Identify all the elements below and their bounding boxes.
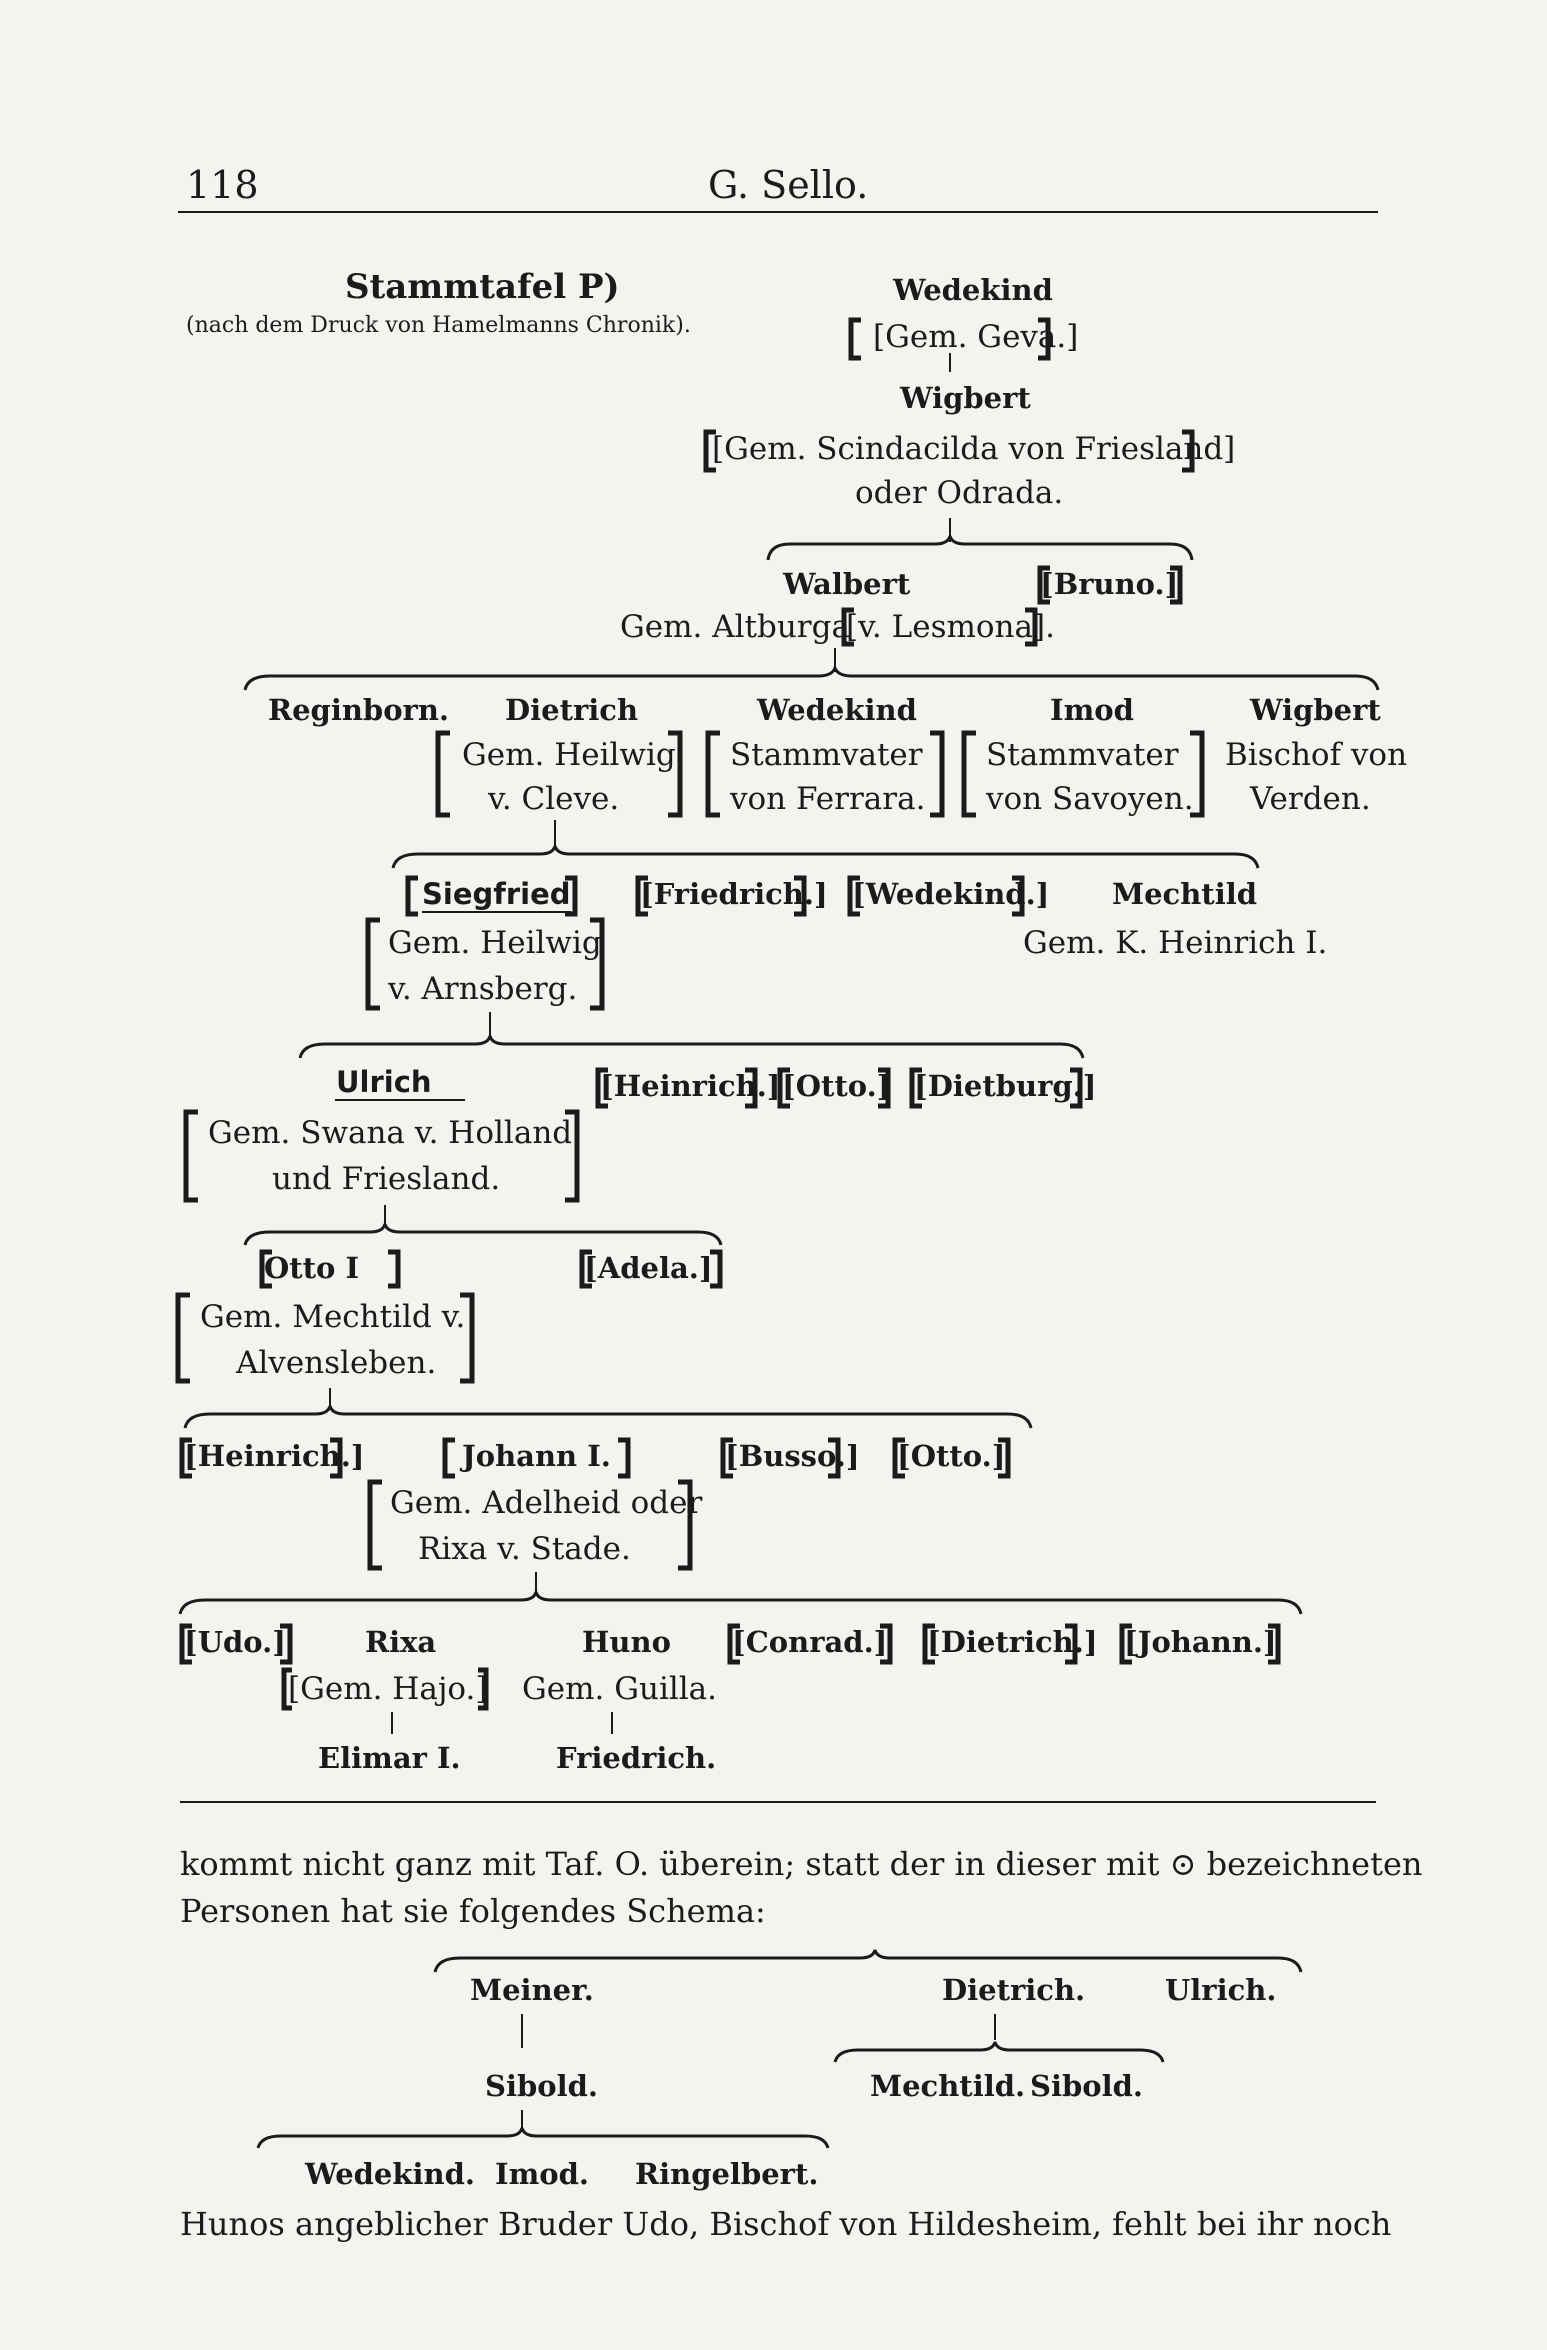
running-head-author: G. Sello. [708,163,869,207]
wigbert-note-l2: Verden. [1250,781,1371,817]
wife-odrada: oder Odrada. [855,475,1064,511]
person-elimar: Elimar I. [318,1741,461,1775]
schema-ulrich: Ulrich. [1165,1973,1277,2007]
wife-scindacilda: [Gem. Scindacilda von Friesland] [712,431,1236,467]
person-walbert: Walbert [783,567,911,601]
person-rixa: Rixa [365,1625,437,1659]
person-huno: Huno [582,1625,671,1659]
body-text-line-1: kommt nicht ganz mit Taf. O. überein; statt der in dieser mit ⊙ bezeichneten [180,1845,1423,1883]
wife-lesmona: [v. Lesmona]. [846,609,1055,645]
person-dietrich-2: [Dietrich.] [927,1625,1098,1659]
person-friedrich-2: Friedrich. [556,1741,717,1775]
rixa-husband: [Gem. Hajo.] [288,1671,488,1707]
person-conrad: [Conrad.] [732,1625,888,1659]
person-siegfried: Siegfried [422,877,571,911]
person-dietburg: [Dietburg.] [914,1069,1097,1103]
ulrich-wife-l1: Gem. Swana v. Holland [208,1115,573,1151]
person-otto-2: [Otto.] [897,1439,1006,1473]
person-udo: [Udo.] [184,1625,286,1659]
person-imod: Imod [1050,693,1134,727]
person-wigbert-2: Wigbert [1250,693,1381,727]
page-number: 118 [186,163,259,207]
table-title: Stammtafel P) [345,267,620,307]
schema-dietrich: Dietrich. [942,1973,1086,2007]
imod-note-l2: von Savoyen. [986,781,1194,817]
table-source: (nach dem Druck von Hamelmanns Chronik). [186,313,691,338]
person-dietrich-1: Dietrich [505,693,639,727]
wife-geva: [Gem. Geva.] [873,319,1079,355]
schema-wedekind: Wedekind. [305,2157,475,2191]
johann-wife-l2: Rixa v. Stade. [418,1531,631,1567]
body-text-last-line: Hunos angeblicher Bruder Udo, Bischof von Hildesheim, fehlt bei ihr noch [180,2205,1392,2243]
wedekind-note-l2: von Ferrara. [730,781,926,817]
person-otto-i: Otto I [264,1251,360,1285]
person-heinrich-2: [Heinrich.] [184,1439,365,1473]
wedekind-note-l1: Stammvater [730,737,923,773]
wife-altburga: Gem. Altburga [620,609,850,645]
person-bruno: [Bruno.] [1040,567,1179,601]
person-mechtild-1: Mechtild [1112,877,1257,911]
person-wedekind-2: Wedekind [757,693,917,727]
person-wedekind-3: [Wedekind.] [852,877,1050,911]
schema-ringelbert: Ringelbert. [635,2157,819,2191]
dietrich-wife-l1: Gem. Heilwig [462,737,676,773]
mechtild-husband: Gem. K. Heinrich I. [1023,925,1328,961]
ulrich-wife-l2: und Friesland. [272,1161,501,1197]
huno-wife: Gem. Guilla. [522,1671,718,1707]
schema-meiner: Meiner. [470,1973,594,2007]
siegfried-wife-l2: v. Arnsberg. [388,971,578,1007]
schema-sibold-1: Sibold. [485,2069,598,2103]
body-text-line-2: Personen hat sie folgendes Schema: [180,1892,766,1930]
person-friedrich-1: [Friedrich.] [640,877,828,911]
person-adela: [Adela.] [584,1251,713,1285]
person-otto-1: [Otto.] [782,1069,891,1103]
wigbert-note-l1: Bischof von [1225,737,1408,773]
person-heinrich-1: [Heinrich.] [600,1069,781,1103]
imod-note-l1: Stammvater [986,737,1179,773]
schema-mechtild: Mechtild. [870,2069,1026,2103]
schema-imod: Imod. [495,2157,589,2191]
dietrich-wife-l2: v. Cleve. [488,781,620,817]
person-johann-i: Johann I. [462,1439,611,1473]
schema-sibold-2: Sibold. [1030,2069,1143,2103]
person-wigbert-1: Wigbert [900,381,1031,415]
otto-wife-l2: Alvensleben. [236,1345,437,1381]
person-ulrich: Ulrich [336,1065,432,1099]
person-reginborn: Reginborn. [268,693,450,727]
otto-wife-l1: Gem. Mechtild v. [200,1299,466,1335]
siegfried-wife-l1: Gem. Heilwig [388,925,602,961]
johann-wife-l1: Gem. Adelheid oder [390,1485,703,1521]
person-wedekind-1: Wedekind [893,273,1053,307]
person-busso: [Busso.] [725,1439,860,1473]
person-johann-2: [Johann.] [1124,1625,1277,1659]
